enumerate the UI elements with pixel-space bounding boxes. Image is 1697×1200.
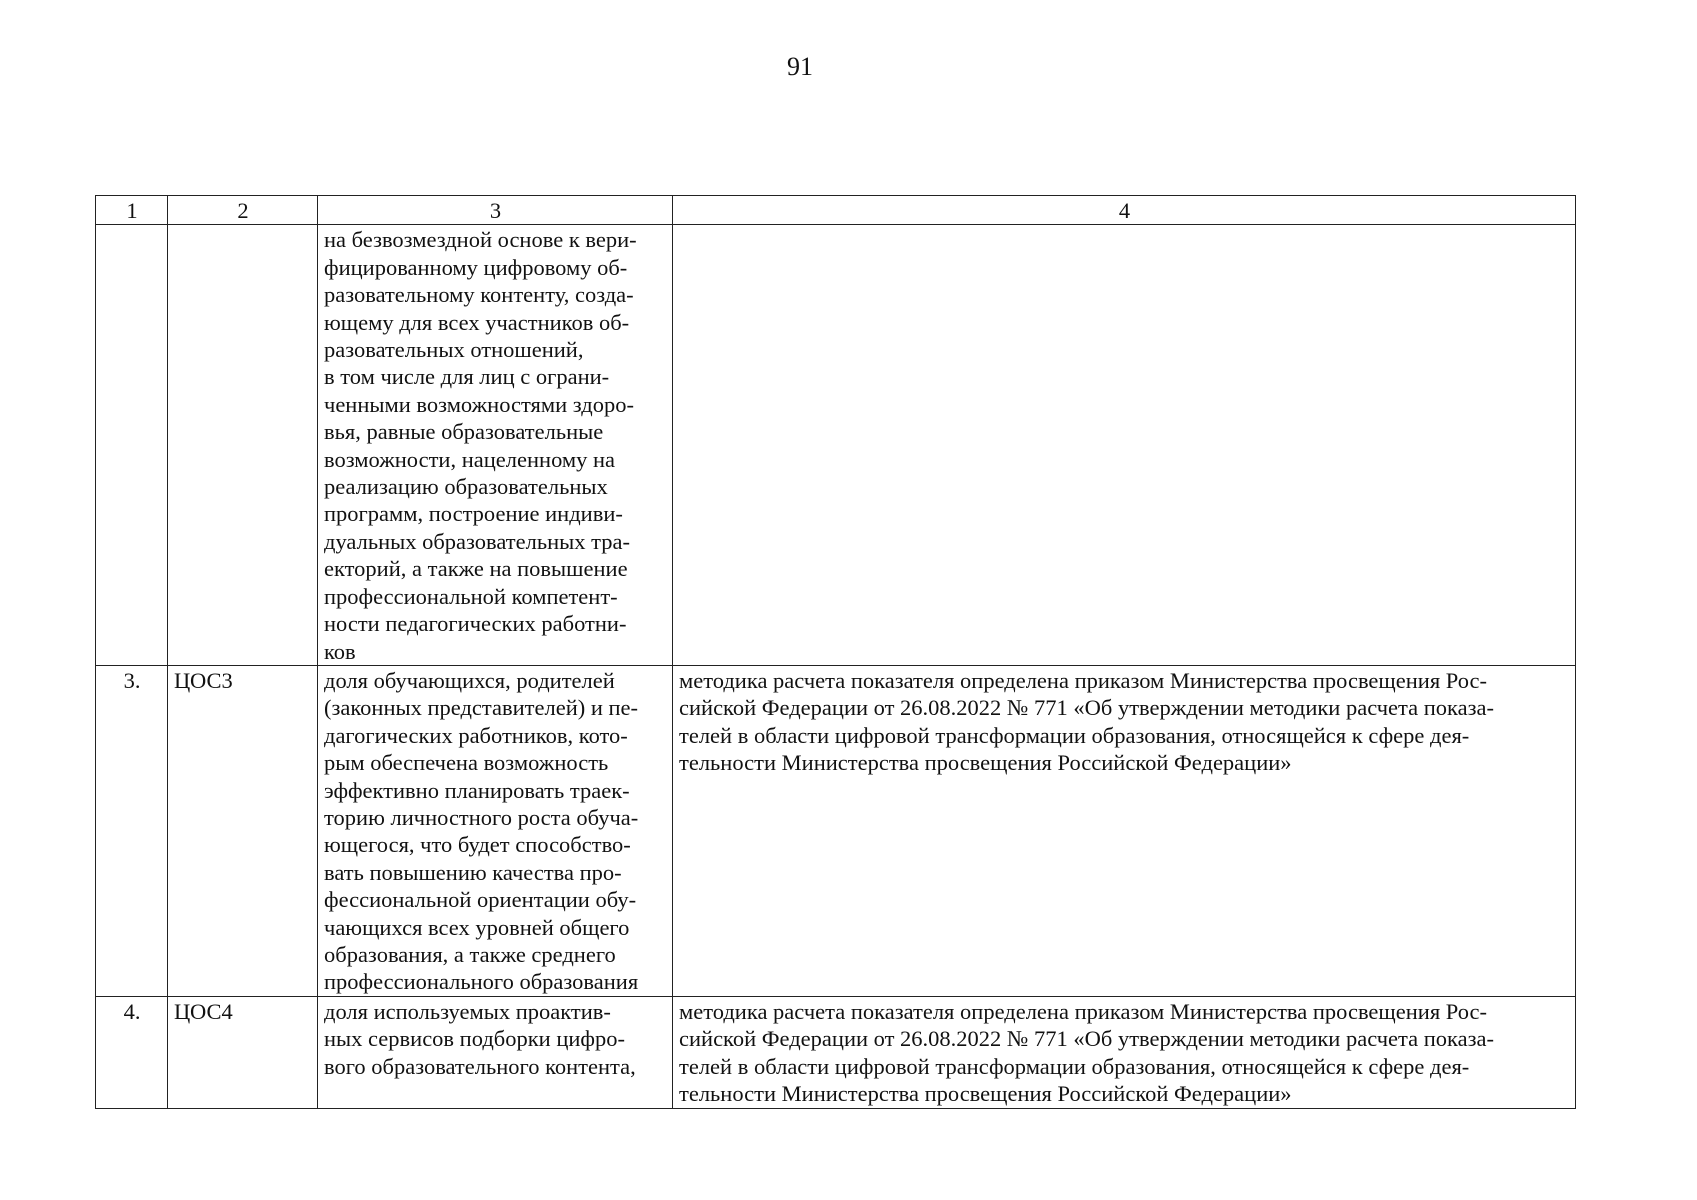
table-header-row: [96, 196, 1576, 225]
text-line: разовательных отношений,: [324, 337, 584, 363]
row-description: [318, 665, 673, 996]
text-line: екторий, а также на повышение: [324, 556, 628, 582]
text-line: профессионального образования: [324, 969, 639, 995]
text-line: образования, а также среднего: [324, 941, 616, 967]
text-line: ных сервисов подборки цифро-: [324, 1026, 625, 1052]
text-line: вого образовательного контента,: [324, 1053, 636, 1079]
row-number: 4.: [96, 996, 168, 1108]
header-cell-4: 4: [673, 196, 1576, 225]
text-line: ющему для всех участников об-: [324, 309, 630, 335]
text-line: ности педагогических работни-: [324, 611, 627, 637]
row-methodology: [673, 665, 1576, 996]
text-line: сийской Федерации от 26.08.2022 № 771 «Об утверждении методики расчета показа-: [679, 1026, 1494, 1052]
indicators-table: [95, 195, 1576, 1109]
text-line: доля обучающихся, родителей: [324, 667, 615, 693]
text-line: на безвозмездной основе к вери-: [324, 227, 637, 253]
text-line: вать повышению качества про-: [324, 859, 622, 885]
row-description: [318, 225, 673, 666]
header-cell-3: 3: [318, 196, 673, 225]
row-code: ЦОС4: [168, 996, 318, 1108]
text-line: дуальных образовательных тра-: [324, 528, 630, 554]
text-line: вья, равные образовательные: [324, 419, 604, 445]
table-row: [96, 225, 1576, 666]
row-methodology: [673, 996, 1576, 1108]
row-description: [318, 996, 673, 1108]
text-line: (законных представителей) и пе-: [324, 695, 639, 721]
table-row: [96, 665, 1576, 996]
text-line: ющегося, что будет способство-: [324, 832, 631, 858]
text-line: программ, построение индиви-: [324, 501, 623, 527]
row-methodology: [673, 225, 1576, 666]
text-line: в том числе для лиц с ограни-: [324, 364, 610, 390]
text-line: дагогических работников, кото-: [324, 722, 628, 748]
text-line: сийской Федерации от 26.08.2022 № 771 «Об утверждении методики расчета показа-: [679, 695, 1494, 721]
text-line: тельности Министерства просвещения Российской Федерации»: [679, 750, 1292, 776]
row-code: ЦОС3: [168, 665, 318, 996]
text-line: торию личностного роста обуча-: [324, 804, 639, 830]
text-line: фицированному цифровому об-: [324, 254, 628, 280]
table-row: [96, 996, 1576, 1108]
text-line: фессиональной ориентации обу-: [324, 887, 637, 913]
text-line: профессиональной компетент-: [324, 583, 618, 609]
text-line: эффективно планировать траек-: [324, 777, 630, 803]
page-number: 91: [787, 52, 813, 81]
text-line: ков: [324, 638, 356, 664]
text-line: доля используемых проактив-: [324, 998, 611, 1024]
text-line: разовательному контенту, созда-: [324, 282, 634, 308]
text-line: рым обеспечена возможность: [324, 750, 609, 776]
header-cell-2: 2: [168, 196, 318, 225]
text-line: возможности, нацеленному на: [324, 446, 616, 472]
text-line: тельности Министерства просвещения Российской Федерации»: [679, 1081, 1292, 1106]
row-code: [168, 225, 318, 666]
text-line: методика расчета показателя определена приказом Министерства просвещения Рос-: [679, 667, 1488, 693]
text-line: чающихся всех уровней общего: [324, 914, 630, 940]
row-number: 3.: [96, 665, 168, 996]
text-line: телей в области цифровой трансформации образования, относящейся к сфере дея-: [679, 722, 1470, 748]
text-line: ченными возможностями здоро-: [324, 391, 634, 417]
text-line: методика расчета показателя определена приказом Министерства просвещения Рос-: [679, 998, 1488, 1024]
text-line: телей в области цифровой трансформации образования, относящейся к сфере дея-: [679, 1053, 1470, 1079]
text-line: реализацию образовательных: [324, 474, 608, 500]
row-number: [96, 225, 168, 666]
header-cell-1: 1: [96, 196, 168, 225]
